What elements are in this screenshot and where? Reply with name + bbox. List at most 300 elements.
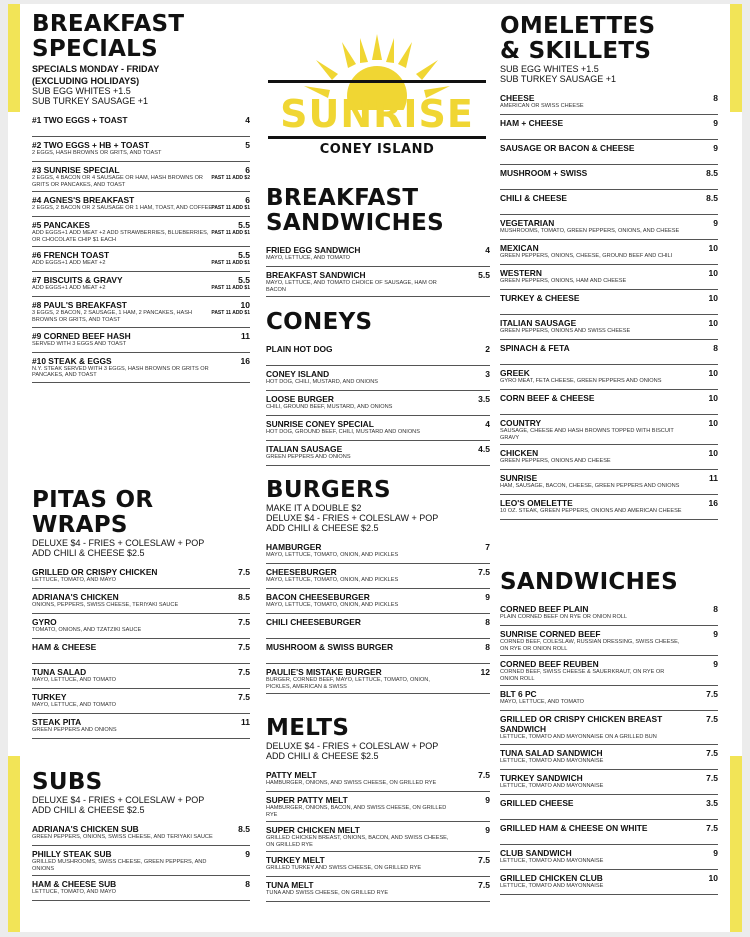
menu-item	[266, 391, 490, 416]
section-title: MELTS	[266, 715, 350, 741]
item-description: LETTUCE, TOMATO AND MAYONNAISE	[500, 882, 604, 889]
item-name: #4 AGNES'S BREAKFAST	[32, 195, 135, 206]
item-description: MAYO, LETTUCE, TOMATO, ONION, AND PICKLES	[266, 577, 399, 583]
menu-item	[500, 265, 718, 290]
menu-item	[32, 353, 250, 383]
item-description: LETTUCE, TOMATO AND MAYONNAISE	[500, 757, 604, 764]
brand-name: SUNRISE	[280, 92, 474, 136]
menu-item	[266, 767, 490, 792]
section-title: OMELETTES	[500, 13, 656, 39]
item-name: HAM & CHEESE SUB	[32, 879, 117, 890]
item-name: BACON CHEESEBURGER	[266, 592, 370, 602]
menu-item	[266, 822, 490, 852]
menu-item	[500, 626, 718, 656]
section-title: PITAS OR WRAPS	[32, 487, 154, 538]
item-name: SUNRISE CORNED BEEF	[500, 629, 601, 639]
item-price: 8.5	[706, 168, 718, 178]
item-price: 7.5	[238, 617, 250, 627]
item-price: 4.5	[478, 444, 490, 454]
item-description: GYRO MEAT, FETA CHEESE, GREEN PEPPERS AND ONIONS	[500, 378, 662, 384]
item-price: 8	[485, 642, 490, 652]
menu-item	[32, 639, 250, 664]
section-note: SUB TURKEY SAUSAGE +1	[32, 96, 148, 106]
item-price: 10	[708, 393, 718, 403]
menu-item	[500, 495, 718, 520]
menu-item	[32, 589, 250, 614]
item-name: CHILI CHEESEBURGER	[266, 617, 361, 627]
item-price: 7.5	[706, 689, 718, 700]
item-name: CHILI & CHEESE	[500, 193, 568, 203]
item-price: 9	[713, 629, 718, 639]
item-name: BREAKFAST SANDWICH	[266, 270, 366, 280]
menu-item	[32, 247, 250, 272]
item-name: CORNED BEEF REUBEN	[500, 659, 599, 670]
item-description: HOT DOG, CHILI, MUSTARD, AND ONIONS	[266, 379, 378, 385]
item-description: MAYO, LETTUCE, AND TOMATO	[32, 677, 117, 683]
accent-band	[8, 756, 20, 932]
section-note: SUB EGG WHITES +1.5	[32, 86, 131, 96]
item-name: MUSHROOM & SWISS BURGER	[266, 642, 394, 652]
item-price: 7.5	[478, 855, 490, 866]
item-name: GYRO	[32, 617, 57, 627]
item-price: 8	[713, 604, 718, 614]
menu-item	[266, 366, 490, 391]
menu-item	[266, 441, 490, 466]
section-note: ADD CHILI & CHEESE $2.5	[32, 548, 145, 558]
item-description: 10 OZ. STEAK, GREEN PEPPERS, ONIONS AND AMERICAN CHEESE	[500, 508, 682, 515]
item-name: PAULIE'S MISTAKE BURGER	[266, 667, 382, 677]
section-title: BREAKFAST	[266, 185, 419, 211]
item-name: ITALIAN SAUSAGE	[500, 318, 577, 328]
item-description: GREEN PEPPERS, ONIONS AND CHEESE	[500, 458, 611, 465]
item-description: LETTUCE, TOMATO AND MAYONNAISE	[500, 782, 604, 789]
item-price: 9	[713, 218, 718, 228]
item-description: GRILLED TURKEY AND SWISS CHEESE, ON GRILLED RYE	[266, 865, 422, 872]
menu-item	[266, 792, 490, 822]
divider	[268, 80, 486, 83]
item-late-surcharge: PAST 11 ADD $1	[211, 205, 250, 212]
item-late-surcharge: PAST 11 ADD $1	[211, 230, 250, 237]
item-name: PHILLY STEAK SUB	[32, 849, 112, 859]
item-description: ADD EGGS+1 ADD MEAT +2	[32, 285, 106, 292]
item-name: MEXICAN	[500, 243, 539, 253]
item-price: 10	[240, 300, 250, 311]
menu-item	[266, 664, 490, 694]
section-note: MAKE IT A DOUBLE $2	[266, 503, 362, 513]
item-name: CHEESEBURGER	[266, 567, 337, 577]
item-price: 7.5	[706, 822, 718, 833]
item-description: GREEN PEPPERS, ONIONS, SWISS CHEESE, AND TERIYAKI SAUCE	[32, 834, 213, 840]
menu-items	[32, 564, 250, 739]
menu-items	[500, 90, 718, 520]
item-price: 5.5	[238, 220, 250, 231]
item-price: 7.5	[706, 747, 718, 758]
menu-item	[32, 112, 250, 137]
item-description: AMERICAN OR SWISS CHEESE	[500, 103, 584, 109]
item-description: GRILLED CHICKEN BREAST, ONIONS, BACON, AND SWISS CHEESE, ON GRILLED RYE	[266, 835, 449, 848]
menu-item	[32, 328, 250, 353]
item-name: CHEESE	[500, 93, 535, 103]
item-description: ADD EGGS+1 ADD MEAT +2 ADD STRAWBERRIES, BLUEBERRIES, OR CHOCOLATE CHIP $1 EACH	[32, 230, 209, 243]
item-name: COUNTRY	[500, 418, 542, 428]
menu-item	[500, 115, 718, 140]
menu-item	[500, 415, 718, 445]
menu-item	[266, 589, 490, 614]
menu-item	[500, 215, 718, 240]
item-late-surcharge: PAST 11 ADD $2	[211, 175, 250, 181]
item-price: 6	[245, 195, 250, 206]
item-name: PLAIN HOT DOG	[266, 344, 333, 354]
item-name: #7 BISCUITS & GRAVY	[32, 275, 123, 286]
item-name: TUNA SALAD SANDWICH	[500, 747, 603, 758]
item-price: 8	[713, 343, 718, 353]
divider	[268, 136, 486, 139]
item-price: 6	[245, 165, 250, 175]
omelettes-section	[500, 14, 718, 520]
item-late-surcharge: PAST 11 ADD $1	[211, 260, 250, 267]
item-price: 11	[241, 717, 250, 727]
menu-item	[500, 770, 718, 795]
item-price: 7.5	[478, 567, 490, 577]
item-price: 8.5	[238, 592, 250, 602]
menu-item	[500, 845, 718, 870]
item-name: #3 SUNRISE SPECIAL	[32, 165, 120, 175]
menu-item	[266, 614, 490, 639]
item-price: 10	[708, 448, 718, 459]
menu-item	[266, 539, 490, 564]
item-late-surcharge: PAST 11 ADD $1	[211, 310, 250, 317]
item-name: CONEY ISLAND	[266, 369, 330, 379]
menu-item	[500, 190, 718, 215]
item-description: GREEN PEPPERS, ONIONS, HAM AND CHEESE	[500, 278, 627, 284]
menu-item	[500, 820, 718, 845]
item-name: LOOSE BURGER	[266, 394, 334, 404]
section-note: SUB EGG WHITES +1.5	[500, 64, 599, 74]
pitas-section	[32, 488, 250, 739]
section-title: & SKILLETS	[500, 38, 652, 64]
menu-item	[32, 714, 250, 739]
section-title: BURGERS	[266, 477, 391, 503]
item-price: 9	[713, 847, 718, 858]
item-price: 9	[245, 849, 250, 859]
item-name: MUSHROOM + SWISS	[500, 168, 588, 178]
menu-item	[32, 192, 250, 217]
burgers-section	[266, 478, 490, 694]
item-description: CORNED BEEF, COLESLAW, RUSSIAN DRESSING, SWISS CHEESE, ON RYE OR ONION ROLL	[500, 639, 680, 652]
item-price: 16	[708, 498, 718, 509]
menu-item	[500, 745, 718, 770]
melts-section	[266, 716, 490, 902]
menu-item	[32, 272, 250, 297]
item-name: SPINACH & FETA	[500, 343, 570, 353]
menu-item	[266, 341, 490, 366]
menu-item	[32, 297, 250, 327]
item-description: HAM, SAUSAGE, BACON, CHEESE, GREEN PEPPERS AND ONIONS	[500, 483, 680, 490]
item-price: 7.5	[238, 667, 250, 677]
item-name: ADRIANA'S CHICKEN	[32, 592, 119, 602]
item-name: BLT 6 PC	[500, 689, 537, 700]
menu-item	[500, 686, 718, 711]
item-price: 10	[708, 368, 718, 378]
item-description: TUNA AND SWISS CHEESE, ON GRILLED RYE	[266, 890, 389, 897]
menu-items	[32, 112, 250, 383]
menu-item	[32, 664, 250, 689]
item-description: GREEN PEPPERS AND ONIONS	[266, 454, 351, 460]
menu-item	[266, 416, 490, 441]
item-description: MUSHROOMS, TOMATO, GREEN PEPPERS, ONIONS, AND CHEESE	[500, 228, 680, 234]
item-name: FRIED EGG SANDWICH	[266, 245, 361, 255]
section-note: ADD CHILI & CHEESE $2.5	[32, 805, 145, 815]
item-description: MAYO, LETTUCE, AND TOMATO	[266, 255, 351, 261]
menu-item	[500, 240, 718, 265]
item-description: SAUSAGE, CHEESE AND HASH BROWNS TOPPED WITH BISCUIT GRAVY	[500, 428, 674, 441]
item-description: CHILI, GROUND BEEF, MUSTARD, AND ONIONS	[266, 404, 393, 410]
brand-location: CONEY ISLAND	[319, 142, 435, 157]
item-name: #10 STEAK & EGGS	[32, 355, 112, 366]
section-title: BREAKFAST	[32, 11, 185, 37]
item-description: SERVED WITH 3 EGGS AND TOAST	[32, 340, 127, 347]
item-price: 10	[708, 268, 718, 278]
item-price: 7.5	[238, 642, 250, 652]
item-price: 16	[240, 355, 250, 366]
menu-item	[32, 821, 250, 846]
menu-page	[8, 4, 742, 932]
item-price: 8.5	[706, 193, 718, 203]
menu-items	[266, 341, 490, 466]
menu-item	[500, 470, 718, 495]
item-description: GREEN PEPPERS, ONIONS AND SWISS CHEESE	[500, 328, 631, 334]
item-name: HAM & CHEESE	[32, 642, 97, 652]
section-note: DELUXE $4 - FRIES + COLESLAW + POP	[32, 538, 205, 548]
item-name: WESTERN	[500, 268, 542, 278]
item-name: SUNRISE CONEY SPECIAL	[266, 419, 374, 429]
menu-item	[32, 564, 250, 589]
menu-item	[32, 162, 250, 192]
item-price: 10	[708, 293, 718, 303]
item-price: 8	[485, 617, 490, 627]
item-name: PATTY MELT	[266, 770, 317, 780]
subs-section	[32, 770, 250, 901]
menu-item	[500, 601, 718, 626]
menu-items	[266, 242, 490, 297]
item-name: STEAK PITA	[32, 717, 82, 727]
sunrise-logo	[264, 34, 490, 160]
item-price: 10	[708, 418, 718, 428]
breakfast-sandwiches-section	[266, 186, 490, 297]
item-price: 7.5	[238, 692, 250, 702]
item-description: ADD EGGS+1 ADD MEAT +2	[32, 260, 106, 267]
item-name: TURKEY	[32, 692, 67, 702]
menu-item	[32, 614, 250, 639]
item-description: GREEN PEPPERS AND ONIONS	[32, 727, 117, 733]
section-note: DELUXE $4 - FRIES + COLESLAW + POP	[266, 741, 439, 751]
item-name: #8 PAUL'S BREAKFAST	[32, 300, 127, 311]
item-description: LETTUCE, TOMATO, AND MAYO	[32, 577, 117, 583]
item-price: 3.5	[706, 797, 718, 808]
item-description: N.Y. STEAK SERVED WITH 3 EGGS, HASH BROWNS OR GRITS OR PANCAKES, AND TOAST	[32, 365, 209, 379]
item-description: MAYO, LETTUCE, AND TOMATO	[32, 702, 117, 708]
item-price: 7.5	[706, 714, 718, 725]
menu-item	[266, 564, 490, 589]
menu-item	[500, 290, 718, 315]
item-price: 8.5	[238, 824, 250, 834]
item-price: 5.5	[478, 270, 490, 280]
item-late-surcharge: PAST 11 ADD $1	[211, 285, 250, 292]
item-name: VEGETARIAN	[500, 218, 555, 228]
item-description: HAMBURGER, ONIONS, AND SWISS CHEESE, ON GRILLED RYE	[266, 780, 437, 786]
section-title: SANDWICHES	[266, 210, 445, 236]
item-price: 3	[485, 369, 490, 379]
item-name: SUNRISE	[500, 473, 538, 484]
item-description: PLAIN CORNED BEEF ON RYE OR ONION ROLL	[500, 614, 628, 620]
item-price: 8	[245, 879, 250, 890]
item-name: TUNA MELT	[266, 880, 314, 891]
section-title: SPECIALS	[32, 36, 158, 62]
menu-item	[266, 267, 490, 297]
item-price: 7.5	[478, 880, 490, 891]
section-note: (EXCLUDING HOLIDAYS)	[32, 76, 140, 86]
item-price: 9	[485, 592, 490, 602]
item-description: 2 EGGS, 2 BACON OR 2 SAUSAGE OR 1 HAM, TOAST, AND COFFEE	[32, 205, 213, 212]
menu-item	[266, 877, 490, 902]
item-name: ADRIANA'S CHICKEN SUB	[32, 824, 139, 834]
section-title: SUBS	[32, 769, 103, 795]
item-name: HAMBURGER	[266, 542, 322, 552]
item-name: ITALIAN SAUSAGE	[266, 444, 343, 454]
section-note: ADD CHILI & CHEESE $2.5	[266, 523, 379, 533]
sandwiches-section	[500, 570, 718, 895]
item-description: MAYO, LETTUCE, TOMATO, ONION, AND PICKLES	[266, 602, 399, 608]
menu-item	[500, 315, 718, 340]
item-name: CLUB SANDWICH	[500, 847, 572, 858]
item-name: CHICKEN	[500, 448, 539, 459]
menu-item	[32, 217, 250, 247]
item-price: 2	[485, 344, 490, 354]
menu-item	[32, 137, 250, 162]
item-description: ONIONS, PEPPERS, SWISS CHEESE, TERIYAKI SAUCE	[32, 602, 179, 608]
accent-band	[8, 4, 20, 112]
item-name: TUNA SALAD	[32, 667, 87, 677]
item-price: 8	[713, 93, 718, 103]
menu-items	[32, 821, 250, 901]
menu-item	[500, 656, 718, 686]
menu-item	[500, 870, 718, 895]
item-description: 3 EGGS, 2 BACON, 2 SAUSAGE, 1 HAM, 2 PANCAKES, HASH BROWNS OR GRITS, AND TOAST	[32, 310, 192, 323]
menu-item	[500, 711, 718, 745]
menu-item	[32, 689, 250, 714]
menu-item	[266, 852, 490, 877]
item-description: CORNED BEEF, SWISS CHEESE & SAUERKRAUT, ON RYE OR ONION ROLL	[500, 669, 665, 682]
item-description: HAMBURGER, ONIONS, BACON, AND SWISS CHEESE, ON GRILLED RYE	[266, 805, 447, 818]
item-description: GREEN PEPPERS, ONIONS, CHEESE, GROUND BEEF AND CHILI	[500, 253, 673, 259]
item-description: 2 EGGS, HASH BROWNS OR GRITS, AND TOAST	[32, 150, 162, 156]
item-name: #9 CORNED BEEF HASH	[32, 330, 131, 341]
item-name: CORN BEEF & CHEESE	[500, 393, 595, 403]
item-name: TURKEY MELT	[266, 855, 325, 866]
item-name: GRILLED CHEESE	[500, 797, 574, 808]
coneys-section	[266, 310, 490, 466]
item-name: CORNED BEEF PLAIN	[500, 604, 589, 614]
item-name: #5 PANCAKES	[32, 220, 91, 231]
item-description: LETTUCE, TOMATO AND MAYONNAISE	[500, 857, 604, 864]
item-description: 2 EGGS, 4 BACON OR 4 SAUSAGE OR HAM, HASH BROWNS OR GRITS OR PANCAKES, AND TOAST	[32, 175, 203, 188]
item-name: HAM + CHEESE	[500, 118, 564, 128]
item-price: 4	[485, 245, 490, 255]
menu-item	[32, 876, 250, 901]
item-price: 12	[480, 667, 490, 677]
section-title: CONEYS	[266, 309, 373, 335]
menu-item	[500, 340, 718, 365]
item-name: TURKEY SANDWICH	[500, 772, 583, 783]
item-price: 9	[485, 795, 490, 805]
item-description: LETTUCE, TOMATO, AND MAYO	[32, 889, 117, 896]
item-price: 10	[708, 872, 718, 883]
item-description: HOT DOG, GROUND BEEF, CHILI, MUSTARD AND ONIONS	[266, 429, 420, 435]
item-name: GRILLED OR CRISPY CHICKEN BREAST SANDWICH	[500, 714, 663, 735]
item-price: 4	[245, 115, 250, 125]
item-name: GRILLED CHICKEN CLUB	[500, 872, 603, 883]
menu-item	[500, 795, 718, 820]
section-note: ADD CHILI & CHEESE $2.5	[266, 751, 379, 761]
item-price: 11	[241, 330, 250, 341]
menu-item	[500, 390, 718, 415]
item-price: 9	[713, 659, 718, 670]
item-price: 10	[708, 243, 718, 253]
item-description: TOMATO, ONIONS, AND TZATZIKI SAUCE	[32, 627, 142, 633]
item-name: #2 TWO EGGS + HB + TOAST	[32, 140, 150, 150]
item-name: GREEK	[500, 368, 530, 378]
menu-items	[266, 539, 490, 694]
item-description: LETTUCE, TOMATO AND MAYONNAISE ON A GRILLED BUN	[500, 734, 657, 741]
accent-band	[730, 756, 742, 932]
item-name: SAUSAGE OR BACON & CHEESE	[500, 143, 635, 153]
item-price: 5.5	[238, 275, 250, 286]
item-name: SUPER CHICKEN MELT	[266, 825, 360, 836]
item-name: TURKEY & CHEESE	[500, 293, 580, 303]
breakfast-specials-section	[32, 12, 250, 383]
item-price: 4	[485, 419, 490, 429]
menu-item	[32, 846, 250, 876]
menu-item	[500, 90, 718, 115]
item-price: 9	[713, 143, 718, 153]
section-title: SANDWICHES	[500, 569, 679, 595]
item-description: GRILLED MUSHROOMS, SWISS CHEESE, GREEN PEPPERS, AND ONIONS	[32, 859, 207, 872]
menu-item	[500, 445, 718, 470]
item-price: 7	[485, 542, 490, 552]
item-description: BURGER, CORNED BEEF, MAYO, LETTUCE, TOMATO, ONION, PICKLES, AMERICAN & SWISS	[266, 677, 430, 690]
menu-items	[266, 767, 490, 902]
item-price: 11	[709, 473, 718, 484]
item-name: #1 TWO EGGS + TOAST	[32, 115, 128, 125]
item-price: 9	[713, 118, 718, 128]
menu-item	[500, 165, 718, 190]
item-name: LEO'S OMELETTE	[500, 498, 573, 509]
menu-item	[500, 140, 718, 165]
item-price: 3.5	[478, 394, 490, 404]
section-note: DELUXE $4 - FRIES + COLESLAW + POP	[32, 795, 205, 805]
menu-item	[266, 639, 490, 664]
item-price: 7.5	[238, 567, 250, 577]
menu-item	[500, 365, 718, 390]
item-name: SUPER PATTY MELT	[266, 795, 348, 805]
item-price: 10	[708, 318, 718, 328]
item-price: 5.5	[238, 250, 250, 261]
item-name: GRILLED OR CRISPY CHICKEN	[32, 567, 158, 577]
item-description: MAYO, LETTUCE, TOMATO, ONION, AND PICKLES	[266, 552, 399, 558]
section-note: DELUXE $4 - FRIES + COLESLAW + POP	[266, 513, 439, 523]
section-note: SPECIALS MONDAY - FRIDAY	[32, 64, 160, 74]
item-price: 9	[485, 825, 490, 836]
